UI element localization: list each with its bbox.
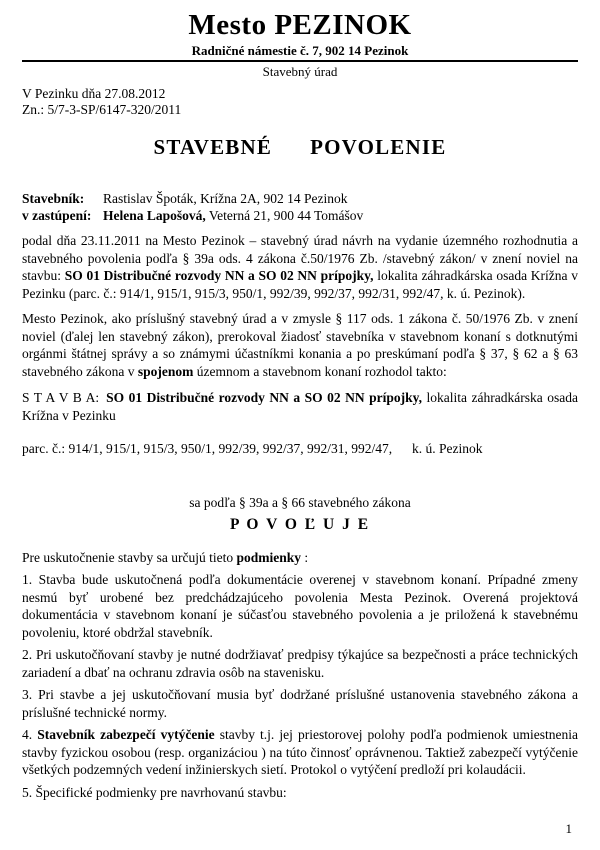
conditions-intro-text-1: Pre uskutočnenie stavby sa určujú tieto bbox=[22, 549, 237, 565]
condition-1: 1. Stavba bude uskutočnená podľa dokumentácie overenej v stavebnom konaní. Prípadné zmeny nesmú byť urobené bez predchádzajúceho povolenia Mesta Pezinok. Overená projektová dokumentácia v stavebnom konaní je súčasťou stavebného povolenia a je priložená k stavebnému povoleniu, ktoré obdržal stavebník. bbox=[22, 572, 578, 640]
construction-heading bbox=[22, 389, 578, 424]
builder-row bbox=[22, 190, 578, 207]
header-divider bbox=[22, 60, 578, 62]
representative-row bbox=[22, 207, 578, 224]
conditions-intro-emphasis: podmienky bbox=[236, 549, 301, 565]
condition-2: 2. Pri uskutočňovaní stavby je nutné dodržiavať predpisy týkajúce sa bezpečnosti a práce technických zariadení a dbať na ochranu zdravia osôb na stavenisku. bbox=[22, 647, 578, 680]
construction-structures: SO 01 Distribučné rozvody NN a SO 02 NN prípojky, bbox=[106, 390, 423, 405]
decision-paragraph-text-1: Mesto Pezinok, ako príslušný stavebný úrad a v zmysle § 117 ods. 1 zákona č. 50/1976 Zb. v znení noviel (ďalej len stavebný zákon), prerokoval žiadosť stavebníka v stavebnom konaní s dotknutými orgánmi štátnej správy a so známymi účastníkmi konania a po preskúmaní podľa § 37, § 62 a § 63 stavebného zákona v bbox=[22, 311, 578, 379]
decision-paragraph-emphasis: spojenom bbox=[137, 363, 194, 379]
representative-name: Helena Lapošová, bbox=[103, 208, 206, 223]
condition-4 bbox=[22, 726, 578, 779]
place-date: V Pezinku dňa 27.08.2012 bbox=[22, 86, 166, 101]
intro-paragraph-structure-names: SO 01 Distribučné rozvody NN a SO 02 NN prípojky, bbox=[64, 268, 374, 283]
office-name: Stavebný úrad bbox=[262, 64, 338, 79]
condition-5: 5. Špecifické podmienky pre navrhovanú stavbu: bbox=[22, 784, 287, 800]
construction-locality: lokalita záhradkárska osada Krížna v Pezinku bbox=[22, 390, 578, 423]
decision-paragraph bbox=[22, 310, 578, 380]
representative-value bbox=[103, 207, 363, 224]
cadastre-area: k. ú. Pezinok bbox=[412, 441, 483, 456]
condition-4-emphasis: Stavebník zabezpečí vytýčenie bbox=[37, 727, 215, 742]
city-name: Mesto PEZINOK bbox=[188, 9, 412, 41]
builder-label: Stavebník: bbox=[22, 191, 85, 206]
parcel-row bbox=[22, 440, 578, 458]
reference-number: Zn.: 5/7-3-SP/6147-320/2011 bbox=[22, 101, 182, 117]
document-meta bbox=[22, 86, 578, 117]
parcel-numbers: parc. č.: 914/1, 915/1, 915/3, 950/1, 992/39, 992/37, 992/31, 992/47, bbox=[22, 441, 393, 456]
city-address: Radničné námestie č. 7, 902 14 Pezinok bbox=[191, 43, 409, 58]
permit-verdict: P O V O Ľ U J E bbox=[229, 515, 371, 533]
representative-label: v zastúpení: bbox=[22, 208, 92, 223]
condition-4-text: stavby t.j. jej priestorovej polohy podľa podmienok umiestnenia stavby fyzickou osobou (resp. organizáciou ) na túto činnosť oprávnenou. Taktiež zabezpečí vytýčenie všetkých podzemných vedení inžinierskych sietí. Protokol o vytýčení predloží pri kolaudácii. bbox=[22, 727, 578, 777]
conditions-intro-text-2: : bbox=[300, 549, 309, 565]
representative-address: Veterná 21, 900 44 Tomášov bbox=[205, 208, 364, 223]
intro-paragraph-text-2: lokalita záhradkárska osada Krížna v Pezinku (parc. č.: 914/1, 915/1, 915/3, 950/1, 992/39, 992/37, 992/31, 992/47, k. ú. Pezinok). bbox=[22, 268, 578, 301]
builder-value: Rastislav Špoták, Krížna 2A, 902 14 Pezinok bbox=[103, 191, 348, 206]
document-title-word-2: POVOLENIE bbox=[310, 135, 447, 159]
intro-paragraph-text-1: podal dňa 23.11.2011 na Mesto Pezinok – stavebný úrad návrh na vydanie územného rozhodnutia a stavebného povolenia podľa § 39a ods. 4 zákona č.50/1976 Zb. /stavebný zákon/ v znení noviel na stavbu: bbox=[22, 233, 578, 283]
intro-paragraph bbox=[22, 232, 578, 302]
conditions-intro bbox=[22, 549, 578, 567]
parties-block bbox=[22, 190, 578, 224]
page-number: 1 bbox=[565, 821, 572, 836]
condition-4-number: 4. bbox=[22, 727, 38, 742]
condition-3: 3. Pri stavbe a jej uskutočňovaní musia byť dodržané príslušné ustanovenia stavebného zákona a príslušné technické normy. bbox=[22, 687, 578, 720]
construction-label: S T A V B A: bbox=[22, 390, 100, 405]
document-title-word-1: STAVEBNÉ bbox=[153, 135, 273, 159]
legal-basis: sa podľa § 39a a § 66 stavebného zákona bbox=[189, 494, 411, 510]
document-title bbox=[22, 134, 578, 160]
decision-paragraph-text-2: územnom a stavebnom konaní rozhodol takto: bbox=[193, 363, 447, 379]
